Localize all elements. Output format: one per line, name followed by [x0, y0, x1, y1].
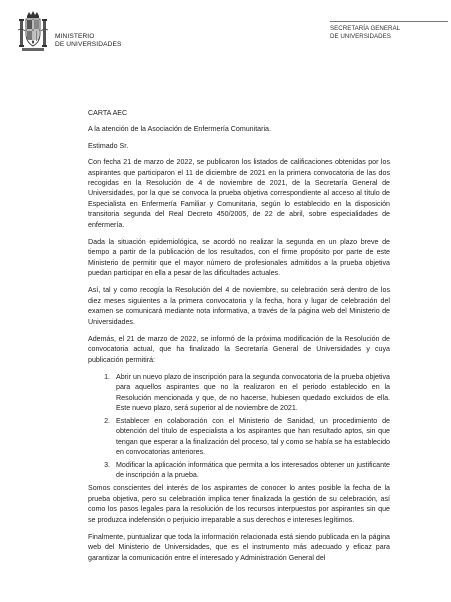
ministry-line-2: DE UNIVERSIDADES: [55, 41, 122, 48]
coat-of-arms-icon: [18, 10, 48, 54]
secretaria-name: [330, 21, 448, 40]
letterhead: [0, 0, 451, 70]
letter-addressee: A la atención de la Asociación de Enfermería Comunitaria.: [88, 125, 271, 134]
paragraph-4: Además, el 21 de marzo de 2022, se informó de la próxima modificación de la Resolución de convocatoria actual, que ha finalizado la Secretaría General de Universidades y cuya publicación permitirá:: [88, 334, 390, 364]
ministry-line-1: MINISTERIO: [55, 33, 95, 40]
paragraph-1: Con fecha 21 de marzo de 2022, se publicaron los listados de calificaciones obtenidas por los aspirantes que participaron el 11 de diciembre de 2021 en la primera convocatoria de las dos recogidas en la Resolución de 4 de noviembre de 2021, de la Secretaría General de Universidades, por la que se convoca la prueba objetiva correspondiente al acceso al título de Especialista en Enfermería Familiar y Comunitaria, según lo establecido en la disposición transitoria segunda del Real Decreto 450/2005, de 22 de abril, sobre especialidades de enfermería.: [88, 158, 390, 229]
paragraph-2: Dada la situación epidemiológica, se acordó no realizar la segunda en un plazo breve de tiempo a partir de la publicación de los resultados, con el firme propósito por parte de este Ministerio de permitir que el mayor número de profesionales admitidos a la prueba objetiva puedan participar en ella a pesar de las dificultades actuales.: [88, 237, 390, 278]
list-item: 3. Modificar la aplicación informática que permita a los interesados obtener un justificante de inscripción a la prueba.: [112, 460, 390, 481]
ministry-name: [55, 33, 121, 49]
list-item: 1. Abrir un nuevo plazo de inscripción para la segunda convocatoria de la prueba objetiva para aquellos aspirantes que no la realizaron en el periodo establecido en la Resolución mencionada y que, de no hacerse, hubiesen quedado excluidos de ella. Este nuevo plazo, será superior al de noviembre de 2021.: [112, 372, 390, 414]
numbered-list: [88, 372, 390, 481]
letter-title: CARTA AEC: [88, 109, 128, 117]
letter-body: [88, 108, 390, 570]
paragraph-6: Finalmente, puntualizar que toda la información relacionada está siendo publicada en la página web del Ministerio de Universidades, que es el instrumento más adecuado y eficaz para garantizar la comunicación entre el interesado y Administración General del: [88, 532, 390, 562]
letter-greeting: Estimado Sr.: [88, 141, 129, 150]
list-item: 2. Establecer en colaboración con el Ministerio de Sanidad, un procedimiento de obtención del título de especialista a los aspirantes que han resultado aptos, sin que tengan que esperar a la finalización del proceso, tal y como se había se ha establecido en convocatorias anteriores.: [112, 416, 390, 458]
secretaria-line-1: SECRETARÍA GENERAL: [330, 25, 401, 32]
secretaria-line-2: DE UNIVERSIDADES: [330, 32, 391, 40]
paragraph-3: Así, tal y como recogía la Resolución del 4 de noviembre, su celebración será dentro de los diez meses siguientes a la primera convocatoria y la fecha, hora y lugar de celebración del examen se comunicará mediante nota informativa, a través de la página web del Ministerio de Universidades.: [88, 286, 390, 326]
paragraph-5: Somos conscientes del interés de los aspirantes de conocer lo antes posible la fecha de la prueba objetiva, pero su celebración implica tener finalizada la gestión de su celebración, así como los pasos legales para la resolución de los recursos interpuestos por aspirantes sin que se produzca indefensión o perjuicio irreparable a sus derechos e intereses legítimos.: [88, 484, 390, 524]
